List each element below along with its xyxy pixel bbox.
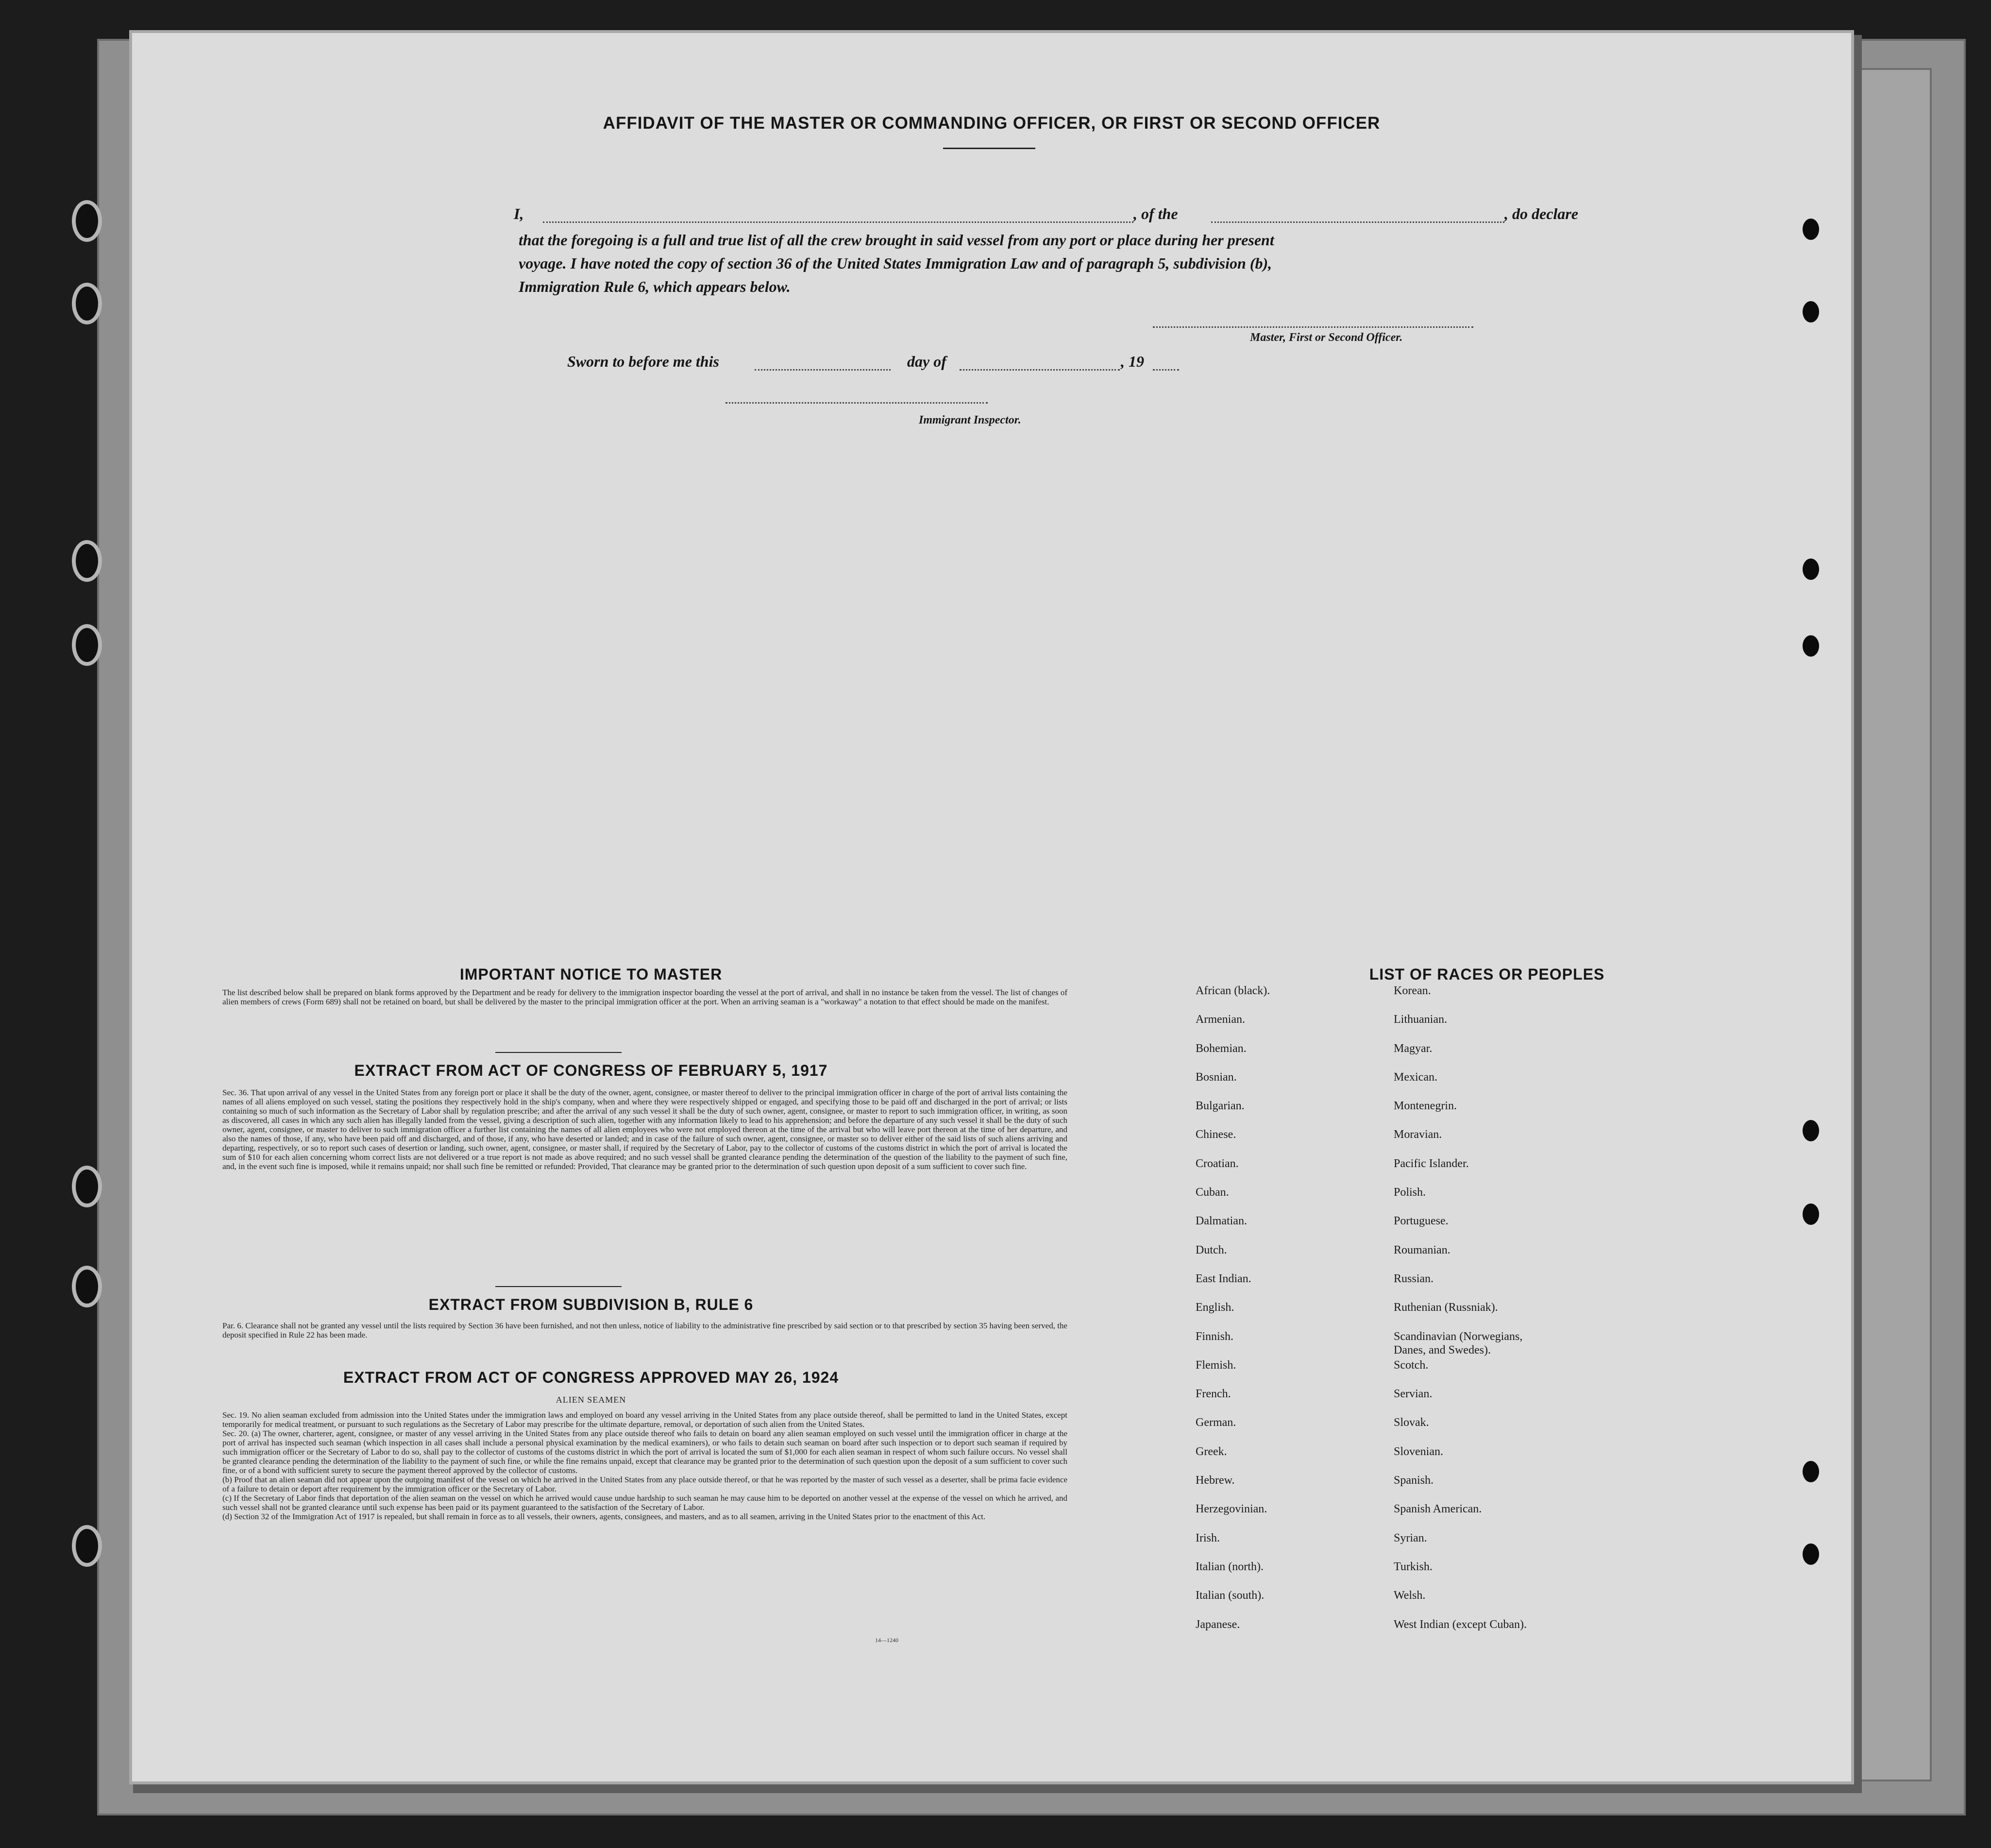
race-item: French. bbox=[1196, 1388, 1231, 1401]
race-item: Magyar. bbox=[1394, 1042, 1433, 1055]
punch-hole bbox=[72, 1166, 102, 1207]
punch-hole bbox=[1803, 1461, 1819, 1482]
race-item: East Indian. bbox=[1196, 1272, 1251, 1285]
declaration-do-declare: , do declare bbox=[1504, 205, 1578, 222]
races-left-column bbox=[1196, 984, 1270, 1646]
day-of-label: day of bbox=[907, 353, 946, 370]
declaration-line-4: Immigration Rule 6, which appears below. bbox=[519, 278, 791, 295]
inspector-signature-blank bbox=[726, 402, 988, 404]
extract-1917-title: EXTRACT FROM ACT OF CONGRESS OF FEBRUARY 5, 1917 bbox=[354, 1062, 828, 1079]
race-item: African (black). bbox=[1196, 984, 1270, 997]
race-item: Polish. bbox=[1394, 1186, 1426, 1199]
punch-hole bbox=[72, 1266, 102, 1307]
divider bbox=[495, 1052, 622, 1053]
year-prefix: , 19 bbox=[1121, 353, 1144, 370]
race-item: Japanese. bbox=[1196, 1618, 1240, 1631]
notice-title: IMPORTANT NOTICE TO MASTER bbox=[459, 966, 723, 983]
extract-rule6-text: Par. 6. Clearance shall not be granted any vessel until the lists required by Section 36 have been furnished, and not then unless, notice of liability to the administrative fine prescribed by said section or to that prescribed by section 35 having been served, the deposit specified in Rule 22 has been made. bbox=[222, 1321, 1067, 1339]
race-item: Croatian. bbox=[1196, 1157, 1239, 1170]
punch-hole bbox=[1803, 1204, 1819, 1225]
form-number: 14—1240 bbox=[875, 1637, 898, 1644]
race-item: Bosnian. bbox=[1196, 1070, 1237, 1084]
vessel-name-blank bbox=[1211, 221, 1504, 223]
bleed-through bbox=[365, 388, 1822, 1019]
signature-label: Master, First or Second Officer. bbox=[1250, 331, 1403, 344]
race-item: Cuban. bbox=[1196, 1186, 1229, 1199]
race-item: Finnish. bbox=[1196, 1330, 1234, 1343]
declaration-i: I, bbox=[514, 205, 524, 222]
punch-hole bbox=[72, 540, 102, 582]
punch-hole bbox=[1803, 1120, 1819, 1141]
extract-1924-paragraph: Sec. 19. No alien seaman excluded from admission into the United States under the immigration laws and employed on board any vessel arriving in the United States from any place outside thereof, shall be permitted to land in the United States, except temporarily for medical treatment, or pursuant to such regulations as the Secretary of Labor may prescribe for the ultimate departure, removal, or deportation of such alien from the United States. bbox=[222, 1410, 1067, 1429]
alien-seamen-subtitle: ALIEN SEAMEN bbox=[556, 1395, 626, 1405]
race-item: West Indian (except Cuban). bbox=[1394, 1618, 1527, 1631]
race-item: Dalmatian. bbox=[1196, 1215, 1247, 1228]
inspector-label: Immigrant Inspector. bbox=[919, 414, 1021, 426]
race-item: English. bbox=[1196, 1301, 1234, 1314]
punch-hole bbox=[1803, 1543, 1819, 1565]
extract-1924-paragraph: (d) Section 32 of the Immigration Act of 1917 is repealed, but shall remain in force as to all vessels, their owners, agents, consignees, and masters, and as to all seamen, arriving in the United States prior to the enactment of this Act. bbox=[222, 1512, 986, 1521]
officer-name-blank bbox=[543, 221, 1133, 223]
race-item: Syrian. bbox=[1394, 1531, 1427, 1544]
race-item: Irish. bbox=[1196, 1531, 1220, 1544]
manifest-page bbox=[132, 33, 1851, 1781]
race-item: Scandinavian (Norwegians, Danes, and Swedes). bbox=[1394, 1330, 1523, 1356]
race-item: Ruthenian (Russniak). bbox=[1394, 1301, 1498, 1314]
race-item: Chinese. bbox=[1196, 1128, 1236, 1141]
race-item: Flemish. bbox=[1196, 1358, 1236, 1372]
race-item: Welsh. bbox=[1394, 1589, 1426, 1602]
extract-rule6-title: EXTRACT FROM SUBDIVISION B, RULE 6 bbox=[428, 1296, 754, 1313]
race-item: Roumanian. bbox=[1394, 1243, 1451, 1256]
punch-hole bbox=[72, 1525, 102, 1567]
punch-hole bbox=[1803, 559, 1819, 580]
race-item: German. bbox=[1196, 1416, 1236, 1429]
extract-1917-text: Sec. 36. That upon arrival of any vessel in the United States from any foreign port or place it shall be the duty of the owner, agent, consignee, or master thereof to deliver to the principal immigration officer in charge of the port of arrival lists containing the names of all aliens employed on such vessel, stating the positions they respectively hold in the ship's company, when and where they were respectively shipped or engaged, and specifying those to be paid off and discharged in the port of arrival; or lists containing so much of such information as the Secretary of Labor shall by regulation prescribe; and after the arrival of any such vessel it shall be the duty of such owner, agent, consignee, or master to report to such immigration officer, in writing, as soon as discovered, all cases in which any such alien has illegally landed from the vessel, giving a description of such alien, together with any information likely to lead to his apprehension; and before the departure of any such vessel it shall be the duty of such owner, agent, consignee, or master to deliver to such immigration officer a further list containing the names of all alien employees who were not employed thereon at the time of the arrival but who will leave port thereon at the time of her departure, and also the names of those, if any, who have been paid off and discharged, and of those, if any, who have deserted or landed; and in case of the failure of such owner, agent, consignee, or master so to deliver either of the said lists of such aliens arriving and departing, respectively, or so to report such cases of desertion or landing, such owner, agent, consignee, or master shall, if required by the Secretary of Labor, pay to the collector of customs of the customs district in which the port of arrival is located the sum of $10 for each alien concerning whom correct lists are not delivered or a true report is not made as above required; and no such vessel shall be granted clearance pending the determination of the question of the liability to the payment of such fine, and, in the event such fine is imposed, while it remains unpaid; nor shall such fine be remitted or refunded: Provided, That clearance may be granted prior to the determination of such question upon deposit of a sum sufficient to cover such fine. bbox=[222, 1088, 1067, 1171]
affidavit-title: AFFIDAVIT OF THE MASTER OR COMMANDING OFFICER, OR FIRST OR SECOND OFFICER bbox=[603, 114, 1381, 133]
race-item: Pacific Islander. bbox=[1394, 1157, 1469, 1170]
punch-hole bbox=[1803, 301, 1819, 322]
race-item: Servian. bbox=[1394, 1388, 1433, 1401]
race-item: Mexican. bbox=[1394, 1070, 1437, 1084]
race-item: Turkish. bbox=[1394, 1560, 1433, 1573]
extract-1924-paragraph: (b) Proof that an alien seaman did not appear upon the outgoing manifest of the vessel on which he arrived in the United States from any place outside thereof, or that he was reported by the master of such vessel as a deserter, shall be prima facie evidence of a failure to detain or deport after requirement by the immigration officer or the Secretary of Labor. bbox=[222, 1475, 1067, 1493]
race-item: Greek. bbox=[1196, 1445, 1227, 1458]
race-item: Montenegrin. bbox=[1394, 1100, 1457, 1113]
race-item: Slovak. bbox=[1394, 1416, 1429, 1429]
punch-hole bbox=[1803, 635, 1819, 657]
race-item: Italian (north). bbox=[1196, 1560, 1264, 1573]
race-item: Italian (south). bbox=[1196, 1589, 1265, 1602]
race-item: Korean. bbox=[1394, 984, 1431, 997]
race-item: Moravian. bbox=[1394, 1128, 1442, 1141]
race-item: Slovenian. bbox=[1394, 1445, 1443, 1458]
race-item: Scotch. bbox=[1394, 1358, 1429, 1372]
declaration-of-the: , of the bbox=[1133, 205, 1178, 222]
extract-1924-paragraph: (c) If the Secretary of Labor finds that deportation of the alien seaman on the vessel on which he arrived would cause undue hardship to such seaman he may cause him to be deported on another vessel at the expense of the vessel on which he arrived, and such vessel shall not be granted clearance until such expense has been paid or its payment guaranteed to the satisfaction of the Secretary of Labor. bbox=[222, 1493, 1067, 1512]
race-item: Lithuanian. bbox=[1394, 1013, 1447, 1026]
punch-hole bbox=[1803, 219, 1819, 240]
race-item: Hebrew. bbox=[1196, 1474, 1235, 1487]
race-item: Bohemian. bbox=[1196, 1042, 1247, 1055]
extract-1924-paragraph: Sec. 20. (a) The owner, charterer, agent, consignee, or master of any vessel arriving in the United States from any place outside thereof who fails to detain on board any alien seaman employed on such vessel until the immigration officer in charge at the port of arrival has inspected such seaman (which inspection in all cases shall include a personal physical examination by the medical examiners), or who fails to detain such seaman on board after such inspection or to deport such seaman if required by such immigration officer or the Secretary of Labor to do so, shall pay to the collector of customs of the customs district in which the port of arrival is located the sum of $1,000 for each alien seaman in respect of whom such failure occurs. No vessel shall be granted clearance pending the determination of the liability to the payment of such fine, or while the fine remains unpaid, except that clearance may be granted prior to the determination of such question upon the deposit of a sum sufficient to cover such fine, or of a bond with sufficient surety to secure the payment thereof approved by the collector of customs. bbox=[222, 1429, 1067, 1475]
punch-hole bbox=[72, 624, 102, 666]
sworn-month-blank bbox=[960, 369, 1120, 371]
divider bbox=[495, 1286, 622, 1287]
punch-hole bbox=[72, 200, 102, 242]
race-item: Russian. bbox=[1394, 1272, 1434, 1285]
title-underline bbox=[943, 148, 1035, 149]
race-item: Bulgarian. bbox=[1196, 1100, 1245, 1113]
declaration-line-2: that the foregoing is a full and true list of all the crew brought in said vessel from any port or place during her present bbox=[519, 231, 1274, 249]
punch-hole bbox=[72, 283, 102, 324]
race-item: Spanish. bbox=[1394, 1474, 1434, 1487]
races-title: LIST OF RACES OR PEOPLES bbox=[1369, 966, 1605, 983]
race-item: Armenian. bbox=[1196, 1013, 1245, 1026]
race-item: Portuguese. bbox=[1394, 1215, 1449, 1228]
officer-signature-blank bbox=[1153, 326, 1473, 328]
sworn-day-blank bbox=[755, 369, 891, 371]
race-item: Spanish American. bbox=[1394, 1503, 1482, 1516]
races-right-column bbox=[1394, 984, 1527, 1646]
sworn-label: Sworn to before me this bbox=[567, 353, 719, 370]
sworn-year-blank bbox=[1153, 369, 1179, 371]
extract-1924-title: EXTRACT FROM ACT OF CONGRESS APPROVED MAY 26, 1924 bbox=[343, 1369, 839, 1386]
race-item: Dutch. bbox=[1196, 1243, 1227, 1256]
underlying-sheet-right bbox=[1840, 68, 1932, 1781]
extract-1924-text bbox=[222, 1410, 1067, 1521]
race-item: Herzegovinian. bbox=[1196, 1503, 1267, 1516]
notice-text: The list described below shall be prepared on blank forms approved by the Department and be ready for delivery to the immigration inspector boarding the vessel at the port of arrival, and shall in no instance be taken from the vessel. The list of changes of alien members of crews (Form 689) shall not be retained on board, but shall be delivered by the master to the principal immigration officer at the port. When an arriving seaman is a "workaway" a notation to that effect should be made on the manifest. bbox=[222, 988, 1067, 1006]
declaration-line-3: voyage. I have noted the copy of section 36 of the United States Immigration Law and of paragraph 5, subdivision (b), bbox=[519, 254, 1272, 272]
